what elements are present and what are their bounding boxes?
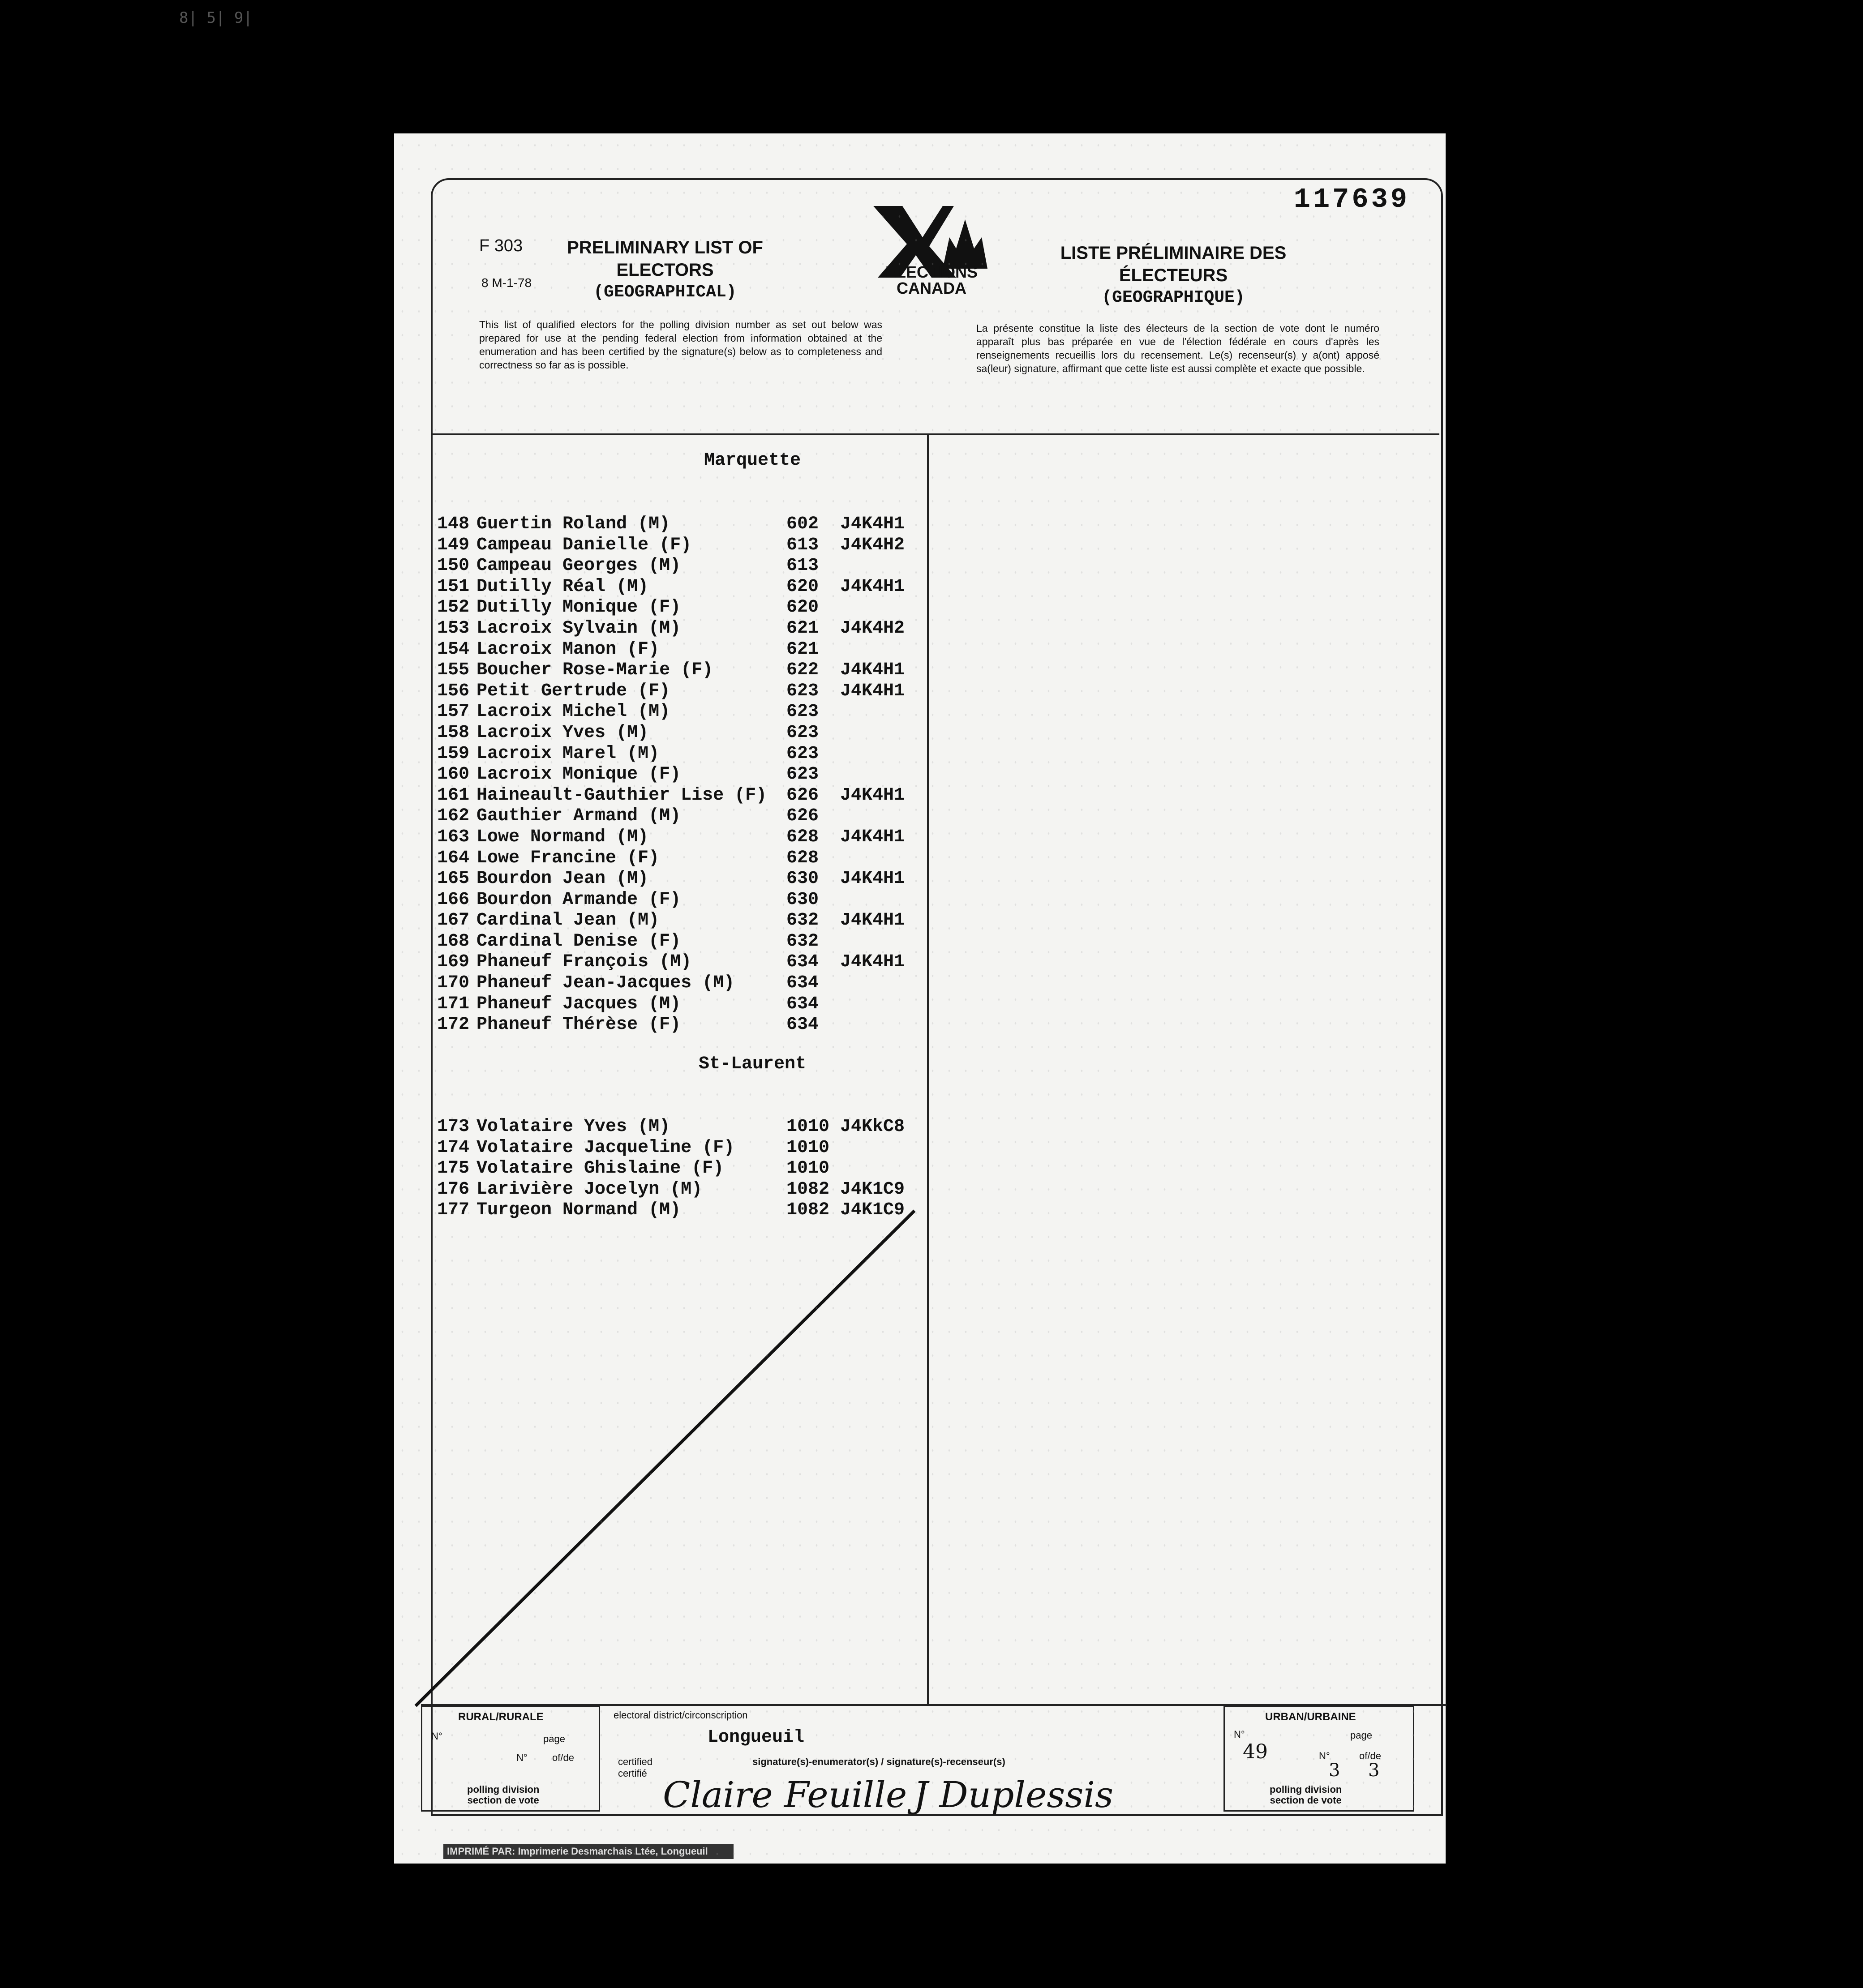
civic-number: 1010: [786, 1117, 830, 1137]
civic-number: 623: [786, 743, 819, 764]
elector-name: Campeau Danielle (F): [476, 535, 692, 555]
film-mark: 5|: [206, 9, 225, 27]
elector-number: 164: [437, 848, 470, 868]
civic-number: 620: [786, 597, 819, 618]
postal-code: J4K1C9: [840, 1200, 905, 1221]
title-fr-line1: LISTE PRÉLIMINAIRE DES: [1060, 243, 1287, 263]
form-date: 8 M-1-78: [481, 276, 532, 290]
civic-number: 623: [786, 702, 819, 722]
certified-label: [618, 1756, 652, 1779]
urban-label: URBAN/URBAINE: [1265, 1711, 1356, 1723]
title-fr-line2: ÉLECTEURS: [1119, 266, 1228, 285]
urban-page-no-label: N°: [1319, 1750, 1330, 1761]
elector-number: 176: [437, 1179, 470, 1200]
elector-number: 160: [437, 764, 470, 785]
film-edge-marks: [179, 9, 253, 27]
elector-number: 157: [437, 702, 470, 722]
civic-number: 1010: [786, 1137, 830, 1158]
urban-no-value: 49: [1243, 1740, 1268, 1763]
elector-name: Bourdon Armande (F): [476, 889, 681, 910]
elector-number: 175: [437, 1158, 470, 1179]
elector-number: 171: [437, 994, 470, 1014]
elector-number: 174: [437, 1137, 470, 1158]
civic-number: 634: [786, 952, 819, 973]
civic-number: 632: [786, 931, 819, 951]
postal-code: J4K4H1: [840, 660, 905, 681]
signature-enumerator-2: J Duplessis: [914, 1774, 1114, 1816]
civic-number: 602: [786, 514, 819, 534]
urban-no-label: N°: [1234, 1729, 1245, 1740]
elector-name: Lacroix Marel (M): [476, 743, 660, 764]
postal-code: J4K4H2: [840, 618, 905, 638]
logo-line2: CANADA: [897, 279, 966, 297]
postal-code: J4K4H1: [840, 514, 905, 534]
printer-imprint: IMPRIMÉ PAR: Imprimerie Desmarchais Ltée, Longueuil: [443, 1844, 734, 1859]
civic-number: 1082: [786, 1179, 830, 1200]
elector-name: Larivière Jocelyn (M): [476, 1179, 703, 1200]
elector-number: 165: [437, 869, 470, 889]
elector-name: Lacroix Yves (M): [476, 722, 649, 743]
civic-number: 634: [786, 994, 819, 1014]
rural-polling-label: [467, 1784, 539, 1806]
civic-number: 630: [786, 869, 819, 889]
title-en-geo: (GEOGRAPHICAL): [593, 283, 737, 302]
elector-number: 169: [437, 952, 470, 973]
elector-name: Campeau Georges (M): [476, 556, 681, 576]
elector-name: Haineault-Gauthier Lise (F): [476, 785, 767, 805]
intro-french: La présente constitue la liste des électeurs de la section de vote dont le numéro apparaît plus bas préparée en vue de l'élection fédérale en cours d'après les renseignements recueillis lors du recensement. Le(s) recenseur(s) y a(ont) apposé sa(leur) signature, affirmant que cette liste est aussi complète et exacte que possible.: [976, 322, 1379, 374]
title-en-line2: ELECTORS: [616, 260, 714, 280]
postal-code: J4K4H1: [840, 785, 905, 805]
elector-name: Lowe Normand (M): [476, 827, 649, 847]
signature-enumerator-1: Claire Feuille: [663, 1774, 907, 1816]
postal-code: J4K4H2: [840, 535, 905, 555]
elector-number: 163: [437, 827, 470, 847]
rural-page-label: page: [543, 1733, 565, 1744]
serial-number: 117639: [1293, 184, 1410, 215]
film-mark: 8|: [179, 9, 197, 27]
rural-box: [421, 1706, 600, 1812]
elector-name: Volataire Yves (M): [476, 1117, 670, 1137]
page-number-value: 3: [1329, 1760, 1340, 1781]
elector-number: 161: [437, 785, 470, 805]
elector-name: Phaneuf François (M): [476, 952, 692, 973]
list-closing-diagonal: [394, 133, 1446, 1864]
elector-name: Volataire Jacqueline (F): [476, 1137, 735, 1158]
elector-number: 158: [437, 722, 470, 743]
civic-number: 621: [786, 639, 819, 660]
elector-name: Lowe Francine (F): [476, 848, 660, 868]
elector-number: 156: [437, 681, 470, 701]
polling-line1: polling division: [467, 1784, 540, 1795]
civic-number: 626: [786, 806, 819, 827]
elector-number: 162: [437, 806, 470, 827]
civic-number: 630: [786, 889, 819, 910]
electoral-list-sheet: [394, 133, 1446, 1864]
elector-number: 170: [437, 973, 470, 994]
elector-number: 177: [437, 1200, 470, 1221]
civic-number: 623: [786, 681, 819, 701]
certified-en: certified: [618, 1756, 653, 1767]
elector-name: Dutilly Monique (F): [476, 597, 681, 618]
closing-line: [416, 1211, 914, 1706]
rural-page-no-label: N°: [516, 1752, 528, 1763]
title-fr-geo: (GEOGRAPHIQUE): [1102, 288, 1245, 307]
signature-label: signature(s)-enumerator(s) / signature(s)-recenseur(s): [752, 1756, 1005, 1767]
civic-number: 632: [786, 910, 819, 931]
elector-name: Phaneuf Jean-Jacques (M): [476, 973, 735, 994]
civic-number: 622: [786, 660, 819, 681]
street-heading: St-Laurent: [698, 1054, 807, 1074]
civic-number: 623: [786, 722, 819, 743]
elector-name: Petit Gertrude (F): [476, 681, 670, 701]
postal-code: J4K4H1: [840, 910, 905, 931]
elector-name: Lacroix Sylvain (M): [476, 618, 681, 638]
urban-box: [1223, 1706, 1414, 1812]
rural-no-label: N°: [431, 1731, 442, 1742]
certified-fr: certifié: [618, 1768, 647, 1779]
street-heading: Marquette: [704, 450, 801, 471]
polling-line2: section de vote: [1270, 1795, 1342, 1806]
elector-name: Volataire Ghislaine (F): [476, 1158, 724, 1179]
civic-number: 620: [786, 576, 819, 597]
elector-name: Lacroix Manon (F): [476, 639, 660, 660]
polling-line1: polling division: [1270, 1784, 1342, 1795]
elector-name: Cardinal Jean (M): [476, 910, 660, 931]
civic-number: 628: [786, 848, 819, 868]
elector-name: Lacroix Monique (F): [476, 764, 681, 785]
elector-name: Gauthier Armand (M): [476, 806, 681, 827]
rural-label: RURAL/RURALE: [458, 1711, 544, 1723]
elector-number: 155: [437, 660, 470, 681]
elector-number: 167: [437, 910, 470, 931]
civic-number: 634: [786, 1015, 819, 1035]
elector-number: 166: [437, 889, 470, 910]
elector-number: 149: [437, 535, 470, 555]
elector-number: 148: [437, 514, 470, 534]
urban-polling-label: [1270, 1784, 1342, 1806]
elector-name: Turgeon Normand (M): [476, 1200, 681, 1221]
civic-number: 1010: [786, 1158, 830, 1179]
district-value: Longueuil: [708, 1727, 805, 1748]
elector-name: Lacroix Michel (M): [476, 702, 670, 722]
elector-name: Cardinal Denise (F): [476, 931, 681, 951]
postal-code: J4K4H1: [840, 576, 905, 597]
polling-line2: section de vote: [467, 1795, 539, 1806]
elector-name: Phaneuf Jacques (M): [476, 994, 681, 1014]
elector-number: 152: [437, 597, 470, 618]
civic-number: 634: [786, 973, 819, 994]
elector-name: Phaneuf Thérèse (F): [476, 1015, 681, 1035]
elector-number: 153: [437, 618, 470, 638]
civic-number: 613: [786, 535, 819, 555]
elector-number: 159: [437, 743, 470, 764]
urban-page-label: page: [1350, 1730, 1372, 1741]
civic-number: 613: [786, 556, 819, 576]
postal-code: J4KkC8: [840, 1117, 905, 1137]
elector-name: Guertin Roland (M): [476, 514, 670, 534]
civic-number: 626: [786, 785, 819, 805]
elector-number: 168: [437, 931, 470, 951]
elector-name: Boucher Rose-Marie (F): [476, 660, 713, 681]
elector-number: 173: [437, 1117, 470, 1137]
urban-of-label: of/de: [1359, 1750, 1381, 1761]
elector-name: Bourdon Jean (M): [476, 869, 649, 889]
postal-code: J4K4H1: [840, 952, 905, 973]
intro-english: This list of qualified electors for the polling division number as set out below was prepared for use at the pending federal election from information obtained at the enumeration and has been certified by the signature(s) below as to completeness and correctness so far as is possible.: [479, 319, 882, 371]
district-label: electoral district/circonscription: [614, 1710, 748, 1721]
elector-number: 154: [437, 639, 470, 660]
logo-line1: ELECTIONS: [885, 263, 978, 281]
elector-number: 150: [437, 556, 470, 576]
civic-number: 628: [786, 827, 819, 847]
postal-code: J4K4H1: [840, 827, 905, 847]
civic-number: 623: [786, 764, 819, 785]
elector-number: 172: [437, 1015, 470, 1035]
title-en-line1: PRELIMINARY LIST OF: [567, 238, 763, 257]
film-mark: 9|: [234, 9, 253, 27]
postal-code: J4K1C9: [840, 1179, 905, 1200]
elector-number: 151: [437, 576, 470, 597]
form-number: F 303: [479, 236, 523, 255]
page-total-value: 3: [1368, 1760, 1380, 1781]
postal-code: J4K4H1: [840, 681, 905, 701]
civic-number: 621: [786, 618, 819, 638]
postal-code: J4K4H1: [840, 869, 905, 889]
elector-name: Dutilly Réal (M): [476, 576, 649, 597]
rural-of-label: of/de: [552, 1752, 574, 1763]
civic-number: 1082: [786, 1200, 830, 1221]
